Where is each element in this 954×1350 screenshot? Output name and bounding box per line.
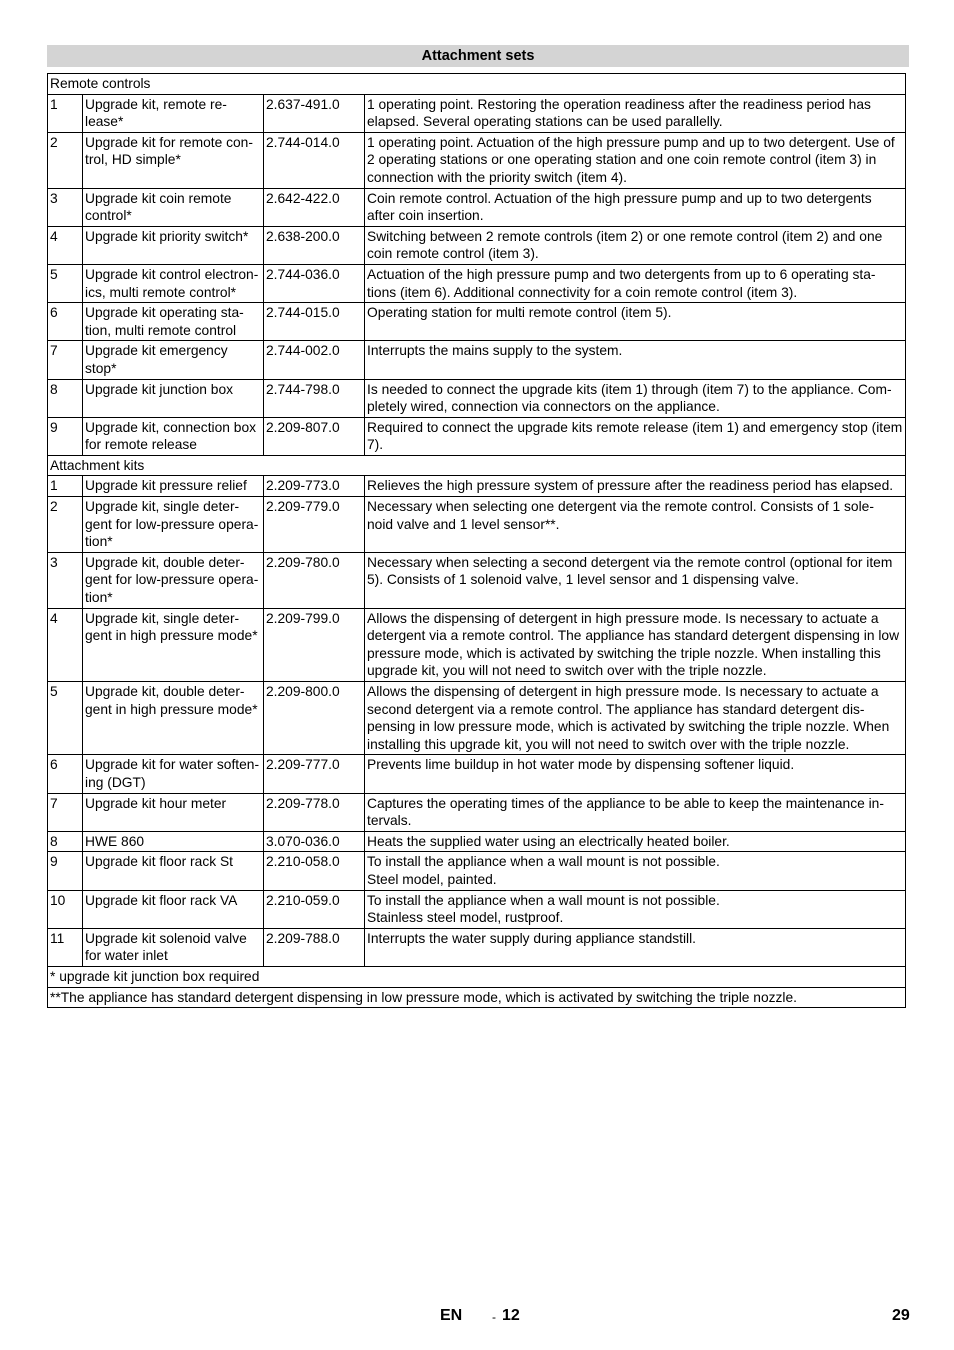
item-number: 4 bbox=[48, 608, 83, 681]
item-description: 1 operating point. Restoring the operation readiness after the readiness period has elapsed. Several operating stations can be used parallelly. bbox=[365, 94, 906, 132]
item-name: Upgrade kit, connection box for remote release bbox=[83, 417, 264, 455]
attachment-sets-body bbox=[48, 74, 906, 1008]
table-row bbox=[48, 379, 906, 417]
footer-language: EN bbox=[440, 1307, 463, 1324]
part-number: 2.209-778.0 bbox=[264, 793, 365, 831]
part-number: 2.642-422.0 bbox=[264, 188, 365, 226]
part-number: 2.209-799.0 bbox=[264, 608, 365, 681]
item-number: 9 bbox=[48, 417, 83, 455]
table-row bbox=[48, 303, 906, 341]
item-name: Upgrade kit for water soften- ing (DGT) bbox=[83, 755, 264, 793]
footnote-row bbox=[48, 987, 906, 1008]
item-number: 7 bbox=[48, 341, 83, 379]
item-number: 4 bbox=[48, 226, 83, 264]
item-description: Is needed to connect the upgrade kits (item 1) through (item 7) to the appliance. Com- pletely wired, connection via connectors on the appliance. bbox=[365, 379, 906, 417]
item-name: Upgrade kit floor rack St bbox=[83, 852, 264, 890]
part-number: 2.744-002.0 bbox=[264, 341, 365, 379]
item-description: Heats the supplied water using an electrically heated boiler. bbox=[365, 831, 906, 852]
item-description: Coin remote control. Actuation of the high pressure pump and up to two detergents after coin insertion. bbox=[365, 188, 906, 226]
footer-separator: - bbox=[492, 1310, 496, 1324]
item-description: Interrupts the water supply during appliance standstill. bbox=[365, 928, 906, 966]
table-row bbox=[48, 417, 906, 455]
item-number: 1 bbox=[48, 94, 83, 132]
part-number: 2.744-015.0 bbox=[264, 303, 365, 341]
footnote: **The appliance has standard detergent dispensing in low pressure mode, which is activated by switching the triple nozzle. bbox=[48, 987, 906, 1008]
footer-section-page: 12 bbox=[502, 1307, 520, 1324]
part-number: 2.744-798.0 bbox=[264, 379, 365, 417]
item-number: 11 bbox=[48, 928, 83, 966]
table-row bbox=[48, 497, 906, 553]
group-header-row bbox=[48, 74, 906, 95]
table-row bbox=[48, 793, 906, 831]
part-number: 2.209-788.0 bbox=[264, 928, 365, 966]
item-name: Upgrade kit, single deter- gent for low-pressure opera- tion* bbox=[83, 497, 264, 553]
item-name: Upgrade kit junction box bbox=[83, 379, 264, 417]
item-name: Upgrade kit coin remote control* bbox=[83, 188, 264, 226]
item-name: Upgrade kit, double deter- gent for low-pressure opera- tion* bbox=[83, 552, 264, 608]
footnote: * upgrade kit junction box required bbox=[48, 966, 906, 987]
item-number: 10 bbox=[48, 890, 83, 928]
part-number: 2.209-777.0 bbox=[264, 755, 365, 793]
item-description: Relieves the high pressure system of pressure after the readiness period has elapsed. bbox=[365, 476, 906, 497]
item-number: 7 bbox=[48, 793, 83, 831]
item-number: 8 bbox=[48, 831, 83, 852]
item-number: 3 bbox=[48, 552, 83, 608]
item-number: 5 bbox=[48, 682, 83, 755]
item-number: 8 bbox=[48, 379, 83, 417]
item-name: Upgrade kit operating sta- tion, multi remote control bbox=[83, 303, 264, 341]
table-row bbox=[48, 608, 906, 681]
part-number: 2.210-058.0 bbox=[264, 852, 365, 890]
table-row bbox=[48, 188, 906, 226]
item-number: 1 bbox=[48, 476, 83, 497]
part-number: 2.744-036.0 bbox=[264, 264, 365, 302]
item-name: Upgrade kit control electron- ics, multi remote control* bbox=[83, 264, 264, 302]
footnote-row bbox=[48, 966, 906, 987]
part-number: 2.209-807.0 bbox=[264, 417, 365, 455]
item-description: Allows the dispensing of detergent in high pressure mode. Is necessary to actuate a second detergent via a remote control. The appliance has standard detergent dis- pensing in low pressure mode, which is activated by switching the triple nozzle. When installing this upgrade kit, you will not need to switch over with the triple nozzle. bbox=[365, 682, 906, 755]
item-name: Upgrade kit emergency stop* bbox=[83, 341, 264, 379]
item-description: Captures the operating times of the appliance to be able to keep the maintenance in- tervals. bbox=[365, 793, 906, 831]
table-row bbox=[48, 132, 906, 188]
item-description: Actuation of the high pressure pump and two detergents from up to 6 operating sta- tions (item 6). Additional connectivity for a coin remote control (item 3). bbox=[365, 264, 906, 302]
part-number: 2.209-779.0 bbox=[264, 497, 365, 553]
section-title: Attachment sets bbox=[47, 45, 909, 67]
item-description: Prevents lime buildup in hot water mode by dispensing softener liquid. bbox=[365, 755, 906, 793]
attachment-sets-table bbox=[47, 73, 906, 1008]
part-number: 2.210-059.0 bbox=[264, 890, 365, 928]
item-description: Operating station for multi remote control (item 5). bbox=[365, 303, 906, 341]
table-row bbox=[48, 476, 906, 497]
table-row bbox=[48, 682, 906, 755]
item-name: Upgrade kit hour meter bbox=[83, 793, 264, 831]
part-number: 2.744-014.0 bbox=[264, 132, 365, 188]
table-row bbox=[48, 94, 906, 132]
part-number: 3.070-036.0 bbox=[264, 831, 365, 852]
item-number: 5 bbox=[48, 264, 83, 302]
footer-page-number: 29 bbox=[892, 1307, 910, 1324]
table-row bbox=[48, 831, 906, 852]
part-number: 2.209-800.0 bbox=[264, 682, 365, 755]
part-number: 2.209-780.0 bbox=[264, 552, 365, 608]
item-name: Upgrade kit, single deter- gent in high pressure mode* bbox=[83, 608, 264, 681]
item-description: Necessary when selecting a second detergent via the remote control (optional for item 5). Consists of 1 solenoid valve, 1 level sensor and 1 dispensing valve. bbox=[365, 552, 906, 608]
item-number: 6 bbox=[48, 303, 83, 341]
part-number: 2.637-491.0 bbox=[264, 94, 365, 132]
item-name: Upgrade kit, remote re- lease* bbox=[83, 94, 264, 132]
item-description: Switching between 2 remote controls (item 2) or one remote control (item 2) and one coin remote control (item 3). bbox=[365, 226, 906, 264]
table-row bbox=[48, 552, 906, 608]
item-description: To install the appliance when a wall mount is not possible. Steel model, painted. bbox=[365, 852, 906, 890]
item-description: Required to connect the upgrade kits remote release (item 1) and emergency stop (item 7). bbox=[365, 417, 906, 455]
item-name: HWE 860 bbox=[83, 831, 264, 852]
item-description: Necessary when selecting one detergent via the remote control. Consists of 1 sole- noid valve and 1 level sensor**. bbox=[365, 497, 906, 553]
table-row bbox=[48, 755, 906, 793]
item-description: 1 operating point. Actuation of the high pressure pump and up to two detergent. Use of 2 operating stations or one operating station and one coin remote control (item 3) in connection with the priority switch (item 4). bbox=[365, 132, 906, 188]
item-description: Interrupts the mains supply to the system. bbox=[365, 341, 906, 379]
table-row bbox=[48, 928, 906, 966]
item-name: Upgrade kit pressure relief bbox=[83, 476, 264, 497]
group-title: Attachment kits bbox=[48, 455, 906, 476]
item-description: Allows the dispensing of detergent in high pressure mode. Is necessary to actuate a detergent via a remote control. The appliance has standard detergent dispensing in low pressure mode, which is activated by switching the triple nozzle. When installing this upgrade kit, you will not need to switch over with the triple nozzle. bbox=[365, 608, 906, 681]
item-number: 2 bbox=[48, 132, 83, 188]
table-row bbox=[48, 852, 906, 890]
item-number: 9 bbox=[48, 852, 83, 890]
item-name: Upgrade kit for remote con- trol, HD simple* bbox=[83, 132, 264, 188]
item-name: Upgrade kit priority switch* bbox=[83, 226, 264, 264]
item-number: 6 bbox=[48, 755, 83, 793]
item-number: 3 bbox=[48, 188, 83, 226]
item-name: Upgrade kit floor rack VA bbox=[83, 890, 264, 928]
table-row bbox=[48, 226, 906, 264]
item-description: To install the appliance when a wall mount is not possible. Stainless steel model, rustproof. bbox=[365, 890, 906, 928]
group-title: Remote controls bbox=[48, 74, 906, 95]
item-name: Upgrade kit, double deter- gent in high pressure mode* bbox=[83, 682, 264, 755]
part-number: 2.209-773.0 bbox=[264, 476, 365, 497]
table-row bbox=[48, 264, 906, 302]
table-row bbox=[48, 890, 906, 928]
item-name: Upgrade kit solenoid valve for water inlet bbox=[83, 928, 264, 966]
table-row bbox=[48, 341, 906, 379]
part-number: 2.638-200.0 bbox=[264, 226, 365, 264]
item-number: 2 bbox=[48, 497, 83, 553]
group-header-row bbox=[48, 455, 906, 476]
